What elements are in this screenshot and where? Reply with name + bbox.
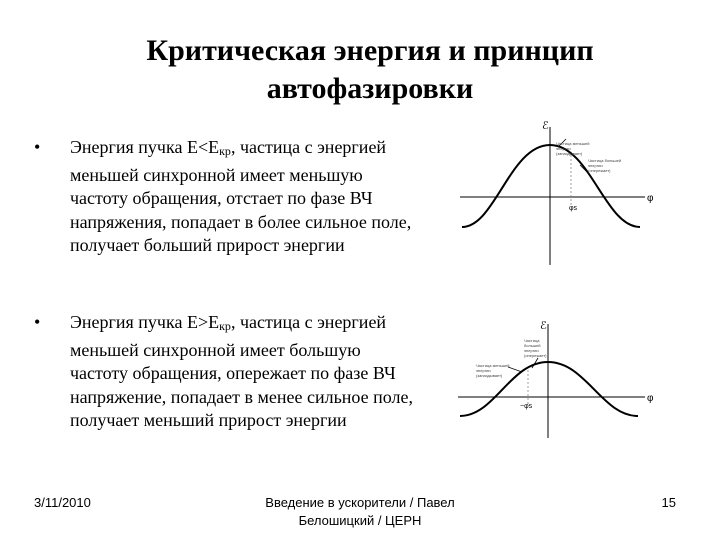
phase-mark-label: −φs bbox=[520, 403, 533, 410]
phase-diagram-1 bbox=[440, 115, 690, 270]
bullet-text-part1: Энергия пучка E<E bbox=[70, 137, 220, 157]
annotation-line: (запаздывает) bbox=[556, 151, 583, 156]
bullet-subscript: кр bbox=[219, 144, 231, 158]
x-axis-label: φ bbox=[647, 193, 654, 204]
title-line-1: Критическая энергия и принцип bbox=[146, 34, 594, 67]
annotation-arrow bbox=[508, 367, 522, 372]
annotation-line: (опережает) bbox=[524, 353, 547, 358]
bullet-text-part2: , частица с энергией меньшей синхронной имеет меньшую частоту обращения, отстает по фазе ВЧ напряжения, попадает в более сильное поле, получает больший прирост энергии bbox=[70, 137, 412, 255]
annotation-line: энергии bbox=[588, 163, 603, 168]
slide-title bbox=[60, 32, 680, 108]
bullet-text-2 bbox=[70, 311, 420, 433]
annotation-line: энергии bbox=[556, 146, 571, 151]
footer-date: 3/11/2010 bbox=[34, 495, 91, 510]
x-axis-label: φ bbox=[647, 393, 654, 404]
annotation-line: большей bbox=[524, 343, 541, 348]
annotation-line: Частица меньшей bbox=[556, 141, 590, 146]
footer-author-line-2: Белошицкий / ЦЕРН bbox=[298, 513, 422, 528]
footer-author-line-1: Введение в ускорители / Павел bbox=[265, 495, 455, 510]
bullet-subscript: кр bbox=[219, 319, 231, 333]
phase-mark-label: φs bbox=[569, 205, 578, 212]
annotation-line: (запаздывает) bbox=[476, 373, 503, 378]
annotation-line: Частица меньшей bbox=[476, 363, 510, 368]
annotation-line: (опережает) bbox=[588, 168, 611, 173]
annotation-line: Частица bbox=[524, 338, 540, 343]
bullet-text-1 bbox=[70, 136, 420, 258]
page-number: 15 bbox=[661, 495, 676, 510]
bullet-text-part2: , частица с энергией меньшей синхронной имеет большую частоту обращения, опережает по фазе ВЧ напряжение, попадает в менее сильное поле, получает меньший прирост энергии bbox=[70, 312, 414, 430]
annotation-line: энергии bbox=[524, 348, 539, 353]
bullet-marker: • bbox=[34, 137, 41, 157]
title-line-2: автофазировки bbox=[266, 72, 474, 105]
bullet-text-part1: Энергия пучка E>E bbox=[70, 312, 220, 332]
footer-author bbox=[250, 494, 470, 530]
phase-diagram-2 bbox=[440, 320, 690, 440]
bullet-marker: • bbox=[34, 312, 41, 332]
annotation-line: энергии bbox=[476, 368, 491, 373]
annotation-line: Частица большей bbox=[588, 158, 622, 163]
y-axis-label: ℰ bbox=[540, 320, 547, 332]
y-axis-label: ℰ bbox=[542, 120, 549, 132]
